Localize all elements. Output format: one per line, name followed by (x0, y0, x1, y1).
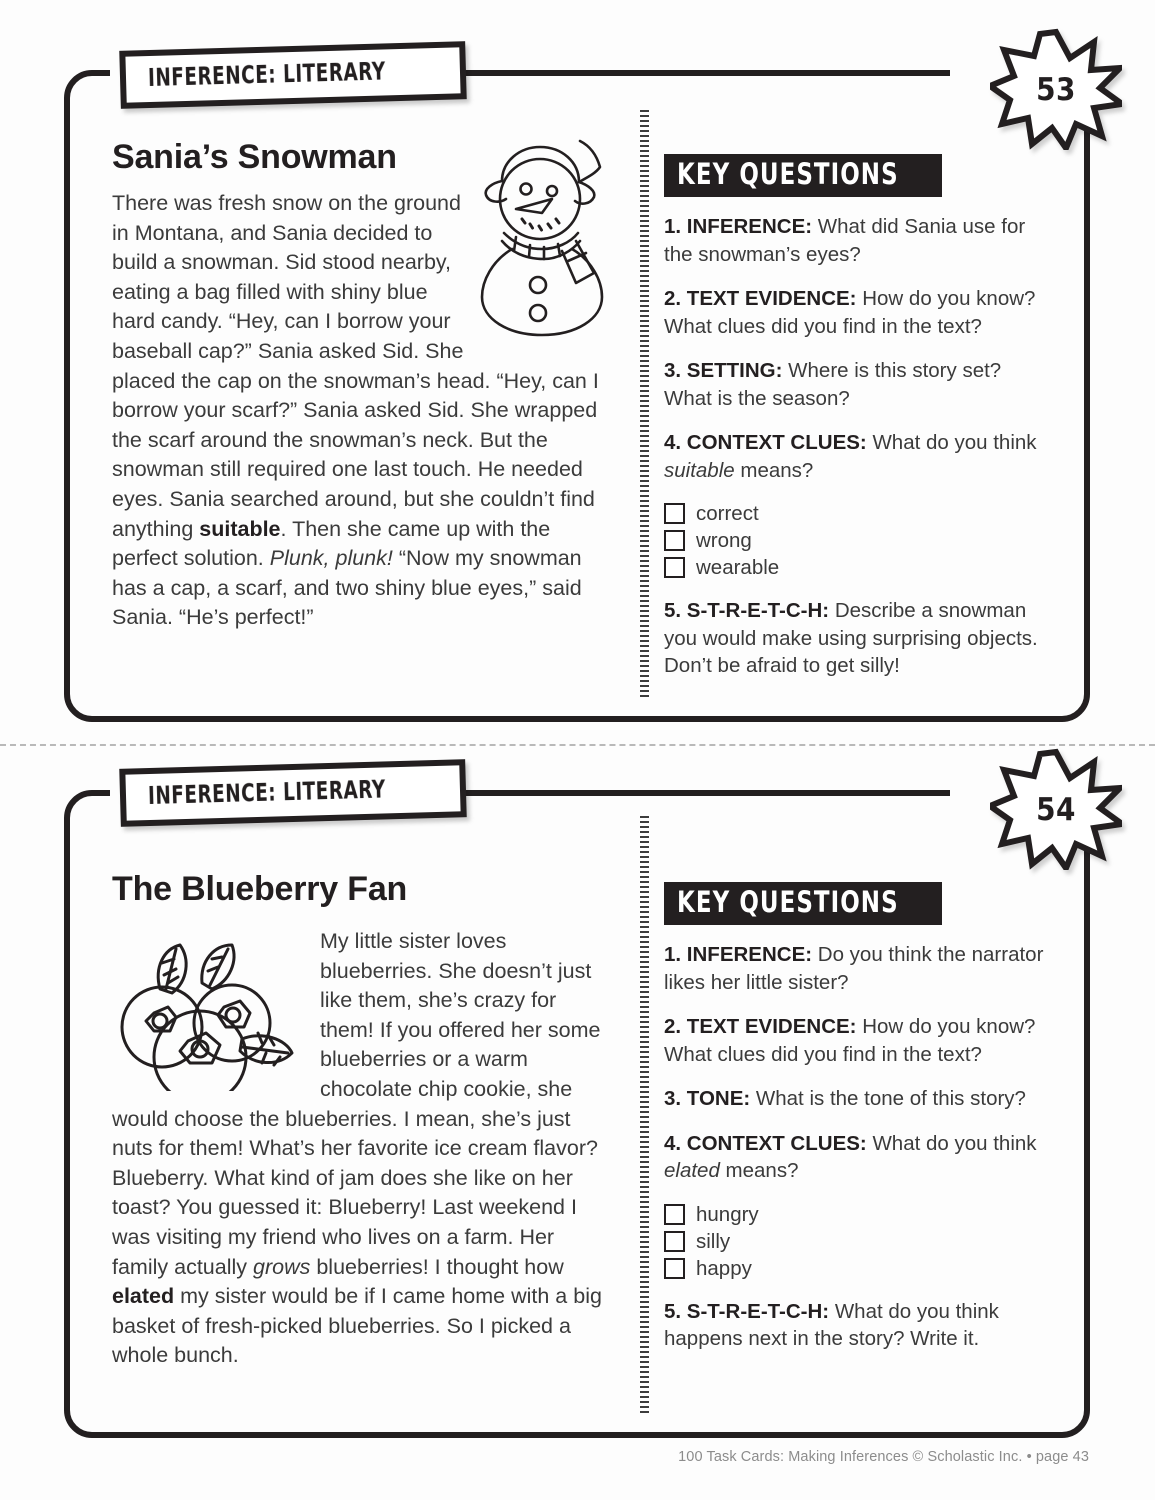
blueberries-illustration (114, 931, 304, 1091)
checkbox-icon[interactable] (664, 1258, 685, 1279)
checkbox-icon[interactable] (664, 1231, 685, 1252)
key-questions-label: KEY QUESTIONS (677, 157, 899, 191)
card-number-starburst (990, 748, 1122, 870)
choice-label: wearable (696, 556, 780, 579)
question-item: 1. INFERENCE: Do you think the narrator likes her little sister? (664, 943, 1044, 994)
question-item: 4. CONTEXT CLUES: What do you think suitable means? (664, 431, 1037, 482)
choice-label: wrong (696, 529, 752, 552)
category-tag (119, 41, 466, 109)
stretch-question: 5. S-T-R-E-T-C-H: What do you think happens next in the story? Write it. (664, 1299, 999, 1350)
question-item: 3. SETTING: Where is this story set? What is the season? (664, 359, 1002, 410)
cut-line (0, 744, 1155, 746)
question-item: 4. CONTEXT CLUES: What do you think elated means? (664, 1131, 1037, 1182)
choice-option[interactable] (664, 1229, 1048, 1254)
snowman-illustration (476, 137, 608, 337)
key-questions-badge (664, 882, 942, 925)
story-text: My little sister loves blueberries. She doesn’t just like them, she’s crazy for them! If you offered her some blueberries or a warm chocolate chip cookie, she would choose the blueberries. I mean, she’s just nuts for them! What’s her favorite ice cream flavor? Blueberry. What kind of jam does she like on her toast? You guessed it: Blueberry! Last weekend I was visiting my friend who lives on a farm. Her family actually grows blueberries! I thought how elated my sister would be if I came home with a big basket of fresh-picked blueberries. So I picked a whole bunch. (112, 929, 602, 1368)
checkbox-icon[interactable] (664, 530, 685, 551)
card-number-label: 54 (1036, 792, 1076, 828)
category-tag (119, 759, 466, 827)
key-questions-badge (664, 154, 942, 197)
story-column (70, 76, 626, 716)
choice-option[interactable] (664, 501, 1048, 526)
question-item: 2. TEXT EVIDENCE: How do you know? What clues did you find in the text? (664, 1015, 1036, 1066)
checkbox-icon[interactable] (664, 1204, 685, 1225)
questions-column (626, 76, 1084, 716)
category-tag-label: INFERENCE: LITERARY (147, 56, 387, 93)
choice-list (664, 1202, 1048, 1281)
choice-option[interactable] (664, 1202, 1048, 1227)
story-title: Sania’s Snowman (112, 138, 397, 176)
question-item: 2. TEXT EVIDENCE: How do you know? What clues did you find in the text? (664, 287, 1036, 338)
story-column (70, 796, 626, 1432)
question-item: 3. TONE: What is the tone of this story? (664, 1087, 1026, 1110)
card-number-starburst (990, 28, 1122, 150)
page-footer: 100 Task Cards: Making Inferences © Scholastic Inc. • page 43 (678, 1449, 1089, 1465)
task-card-53 (64, 56, 1090, 722)
choice-label: silly (696, 1229, 731, 1253)
choice-label: hungry (696, 1202, 759, 1226)
story-title: The Blueberry Fan (112, 870, 408, 908)
choice-label: happy (696, 1256, 752, 1280)
card-number-label: 53 (1036, 72, 1076, 108)
checkbox-icon[interactable] (664, 557, 685, 578)
choice-option[interactable] (664, 1256, 1048, 1281)
category-tag-label: INFERENCE: LITERARY (147, 774, 387, 811)
checkbox-icon[interactable] (664, 503, 685, 524)
task-card-54 (64, 774, 1090, 1438)
choice-label: correct (696, 502, 759, 525)
question-item: 1. INFERENCE: What did Sania use for the snowman’s eyes? (664, 215, 1026, 266)
questions-column (626, 796, 1084, 1432)
stretch-question: 5. S-T-R-E-T-C-H: Describe a snowman you would make using surprising objects. Don’t be afraid to get silly! (664, 599, 1038, 677)
choice-option[interactable] (664, 555, 1048, 580)
choice-option[interactable] (664, 528, 1048, 553)
choice-list (664, 501, 1048, 580)
story-text: There was fresh snow on the ground in Montana, and Sania decided to build a snowman. Sid stood nearby, eating a bag filled with shiny blue hard candy. “Hey, can I borrow your baseball cap?” Sania asked Sid. She placed the cap on the snowman’s head. “Hey, can I borrow your scarf?” Sania asked Sid. She wrapped the scarf around the snowman’s neck. But the snowman still required one last touch. He needed eyes. Sania searched around, but she couldn’t find anything suitable. Then she came up with the perfect solution. Plunk, plunk! “Now my snowman has a cap, a scarf, and two shiny blue eyes,” said Sania. “He’s perfect!” (112, 191, 599, 630)
key-questions-label: KEY QUESTIONS (677, 885, 899, 919)
